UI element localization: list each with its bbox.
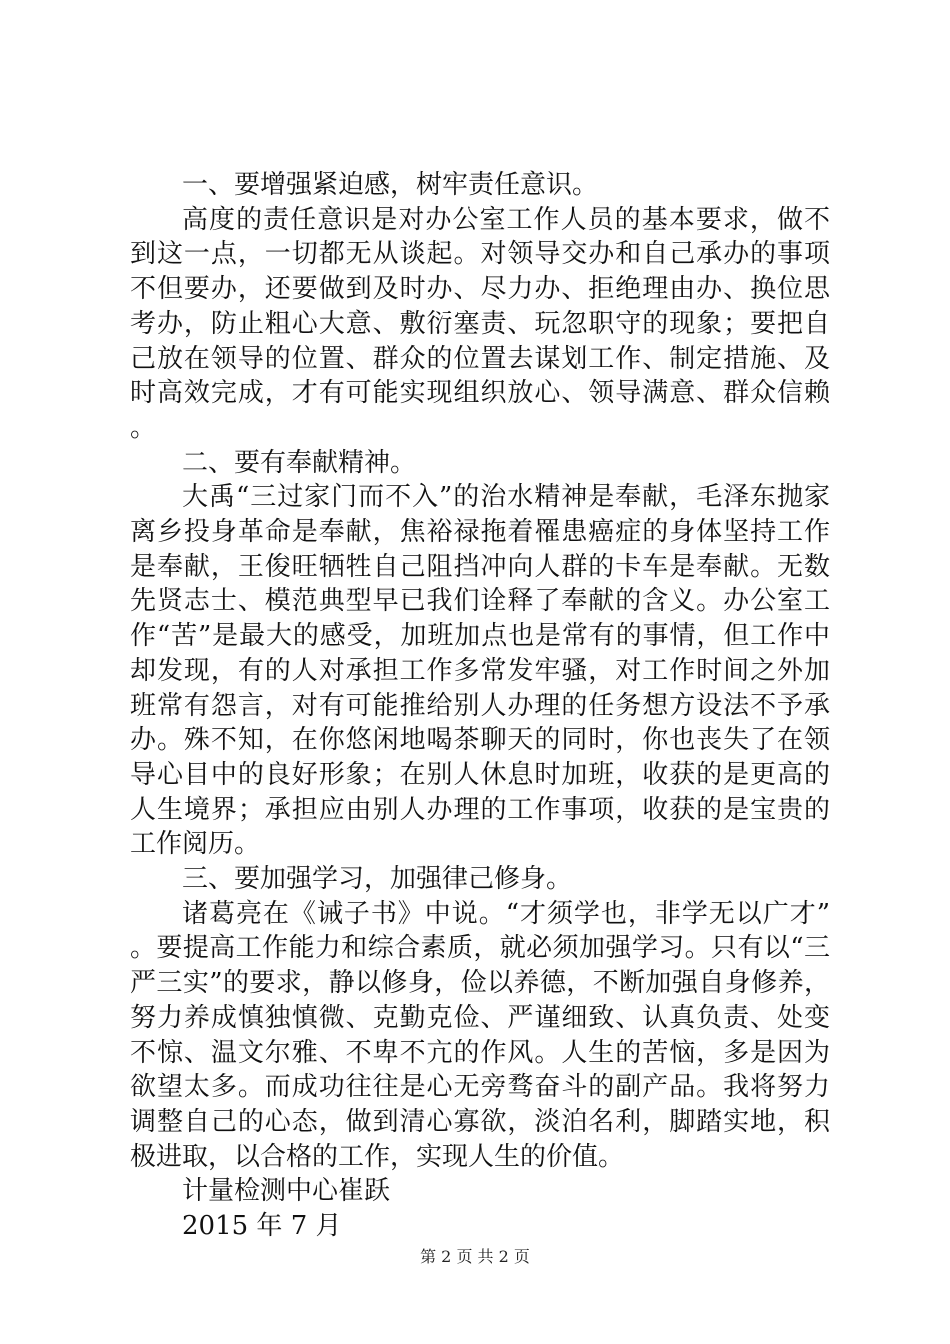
signature-author: 计量检测中心崔跃 — [182, 1176, 391, 1207]
paragraph-responsibility: 高度的责任意识是对办公室工作人员的基本要求，做不到这一点，一切都无从谈起。对领导交办和自己承办的事项不但要办，还要做到及时办、尽力办、拒绝理由办、换位思考办，防止粗心大意、敷衍塞责、玩忽职守的现象；要把自己放在领导的位置、群众的位置去谋划工作、制定措施、及时高效完成，才有可能实现组织放心、领导满意、群众信赖。 — [130, 204, 830, 443]
paragraph-learning: 诸葛亮在《诫子书》中说。“才须学也，非学无以广才”。要提高工作能力和综合素质，就必须加强学习。只有以“三严三实”的要求，静以修身，俭以养德，不断加强自身修养，努力养成慎独慎微、克勤克俭、严谨细致、认真负责、处变不惊、温文尔雅、不卑不亢的作风。人生的苦恼，多是因为欲望太多。而成功往往是心无旁骛奋斗的副产品。我将努力调整自己的心态，做到清心寡欲，淡泊名利，脚踏实地，积极进取，以合格的工作，实现人生的价值。 — [130, 898, 830, 1172]
heading-3: 三、要加强学习，加强律己修身。 — [182, 864, 573, 895]
heading-2: 二、要有奉献精神。 — [182, 447, 417, 478]
document-body — [130, 168, 830, 1244]
signature-date: 2015 年 7 月 — [182, 1211, 342, 1242]
heading-1: 一、要增强紧迫感，树牢责任意识。 — [182, 170, 599, 200]
page-number: 第 2 页 共 2 页 — [420, 1247, 530, 1266]
paragraph-dedication: 大禹“三过家门而不入”的治水精神是奉献，毛泽东抛家离乡投身革命是奉献，焦裕禄拖着罹患癌症的身体坚持工作是奉献，王俊旺牺牲自己阻挡冲向人群的卡车是奉献。无数先贤志士、模范典型早已我们诠释了奉献的含义。办公室工作“苦”是最大的感受，加班加点也是常有的事情，但工作中却发现，有的人对承担工作多常发牢骚，对工作时间之外加班常有怨言，对有可能推给别人办理的任务想方设法不予承办。殊不知，在你悠闲地喝茶聊天的同时，你也丧失了在领导心目中的良好形象；在别人休息时加班，收获的是更高的人生境界；承担应由别人办理的工作事项，收获的是宝贵的工作阅历。 — [130, 482, 830, 860]
